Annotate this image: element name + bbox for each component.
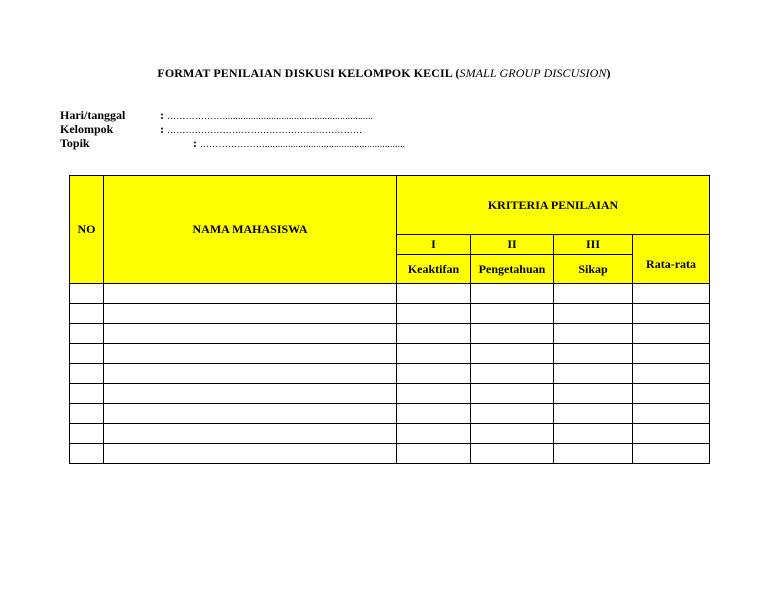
- table-cell[interactable]: [397, 404, 471, 424]
- table-cell[interactable]: [554, 424, 633, 444]
- table-cell[interactable]: [554, 364, 633, 384]
- table-cell[interactable]: [554, 324, 633, 344]
- table-cell[interactable]: [633, 444, 710, 464]
- header-kriteria-penilaian: KRITERIA PENILAIAN: [397, 176, 710, 235]
- title-main: FORMAT PENILAIAN DISKUSI KELOMPOK KECIL: [157, 66, 453, 80]
- table-cell[interactable]: [70, 404, 104, 424]
- table-cell[interactable]: [633, 344, 710, 364]
- header-criteria-name: Pengetahuan: [471, 255, 554, 284]
- field-colon: :: [160, 122, 164, 136]
- table-cell[interactable]: [397, 324, 471, 344]
- assessment-table: [69, 175, 710, 464]
- field-dots: ………………………………………………………: [167, 125, 363, 135]
- table-cell[interactable]: [471, 404, 554, 424]
- table-cell[interactable]: [554, 304, 633, 324]
- table-cell[interactable]: [70, 364, 104, 384]
- header-criteria-num: II: [471, 235, 554, 255]
- table-row: [70, 424, 710, 444]
- table-cell[interactable]: [70, 344, 104, 364]
- table-cell[interactable]: [633, 284, 710, 304]
- table-cell[interactable]: [70, 444, 104, 464]
- table-cell[interactable]: [471, 424, 554, 444]
- table-cell[interactable]: [397, 424, 471, 444]
- table-cell[interactable]: [70, 324, 104, 344]
- table-cell[interactable]: [104, 284, 397, 304]
- table-row: [70, 304, 710, 324]
- table-cell[interactable]: [554, 404, 633, 424]
- field-dots: ………………...........................................................: [167, 111, 374, 121]
- table-row: [70, 364, 710, 384]
- table-cell[interactable]: [633, 424, 710, 444]
- table-row: [70, 404, 710, 424]
- title-open-paren: (: [452, 66, 460, 80]
- table-cell[interactable]: [471, 284, 554, 304]
- table-cell[interactable]: [471, 364, 554, 384]
- table-cell[interactable]: [397, 364, 471, 384]
- table-cell[interactable]: [104, 324, 397, 344]
- table-cell[interactable]: [471, 304, 554, 324]
- header-no: NO: [70, 176, 104, 284]
- table-row: [70, 344, 710, 364]
- table-cell[interactable]: [397, 344, 471, 364]
- header-nama-mahasiswa: NAMA MAHASISWA: [104, 176, 397, 284]
- table-cell[interactable]: [554, 344, 633, 364]
- title-italic: SMALL GROUP DISCUSION: [459, 66, 607, 80]
- table-cell[interactable]: [70, 284, 104, 304]
- field-colon: :: [193, 136, 197, 150]
- field-kelompok: [60, 123, 362, 137]
- header-criteria-name: Sikap: [554, 255, 633, 284]
- document-title: [0, 66, 768, 81]
- header-rata-rata: Rata-rata: [633, 235, 710, 284]
- table-row: [70, 444, 710, 464]
- field-colon: :: [160, 108, 164, 122]
- table-cell[interactable]: [70, 304, 104, 324]
- table-cell[interactable]: [633, 384, 710, 404]
- title-close-paren: ): [606, 66, 611, 80]
- field-label: Hari/tanggal: [60, 108, 126, 122]
- table-cell[interactable]: [397, 304, 471, 324]
- table-cell[interactable]: [104, 364, 397, 384]
- table-cell[interactable]: [397, 284, 471, 304]
- table-cell[interactable]: [104, 304, 397, 324]
- table-cell[interactable]: [70, 384, 104, 404]
- field-label: Topik: [60, 136, 90, 150]
- header-criteria-num: I: [397, 235, 471, 255]
- table-cell[interactable]: [633, 364, 710, 384]
- table-cell[interactable]: [554, 384, 633, 404]
- table-cell[interactable]: [104, 424, 397, 444]
- table-cell[interactable]: [104, 344, 397, 364]
- table-cell[interactable]: [633, 324, 710, 344]
- table-cell[interactable]: [471, 324, 554, 344]
- header-criteria-num: III: [554, 235, 633, 255]
- table-cell[interactable]: [397, 384, 471, 404]
- table-row: [70, 324, 710, 344]
- field-topik: [60, 137, 405, 151]
- field-dots: ………………….......................................................: [200, 139, 406, 149]
- table-cell[interactable]: [633, 304, 710, 324]
- table-row: [70, 384, 710, 404]
- field-hari-tanggal: [60, 109, 373, 123]
- table-cell[interactable]: [554, 284, 633, 304]
- table-cell[interactable]: [104, 444, 397, 464]
- table-cell[interactable]: [104, 384, 397, 404]
- table-row: [70, 284, 710, 304]
- table-cell[interactable]: [633, 404, 710, 424]
- field-label: Kelompok: [60, 122, 114, 136]
- table-cell[interactable]: [397, 444, 471, 464]
- table-cell[interactable]: [471, 444, 554, 464]
- table-cell[interactable]: [554, 444, 633, 464]
- table-cell[interactable]: [104, 404, 397, 424]
- table-cell[interactable]: [471, 344, 554, 364]
- table-cell[interactable]: [471, 384, 554, 404]
- header-criteria-name: Keaktifan: [397, 255, 471, 284]
- table-cell[interactable]: [70, 424, 104, 444]
